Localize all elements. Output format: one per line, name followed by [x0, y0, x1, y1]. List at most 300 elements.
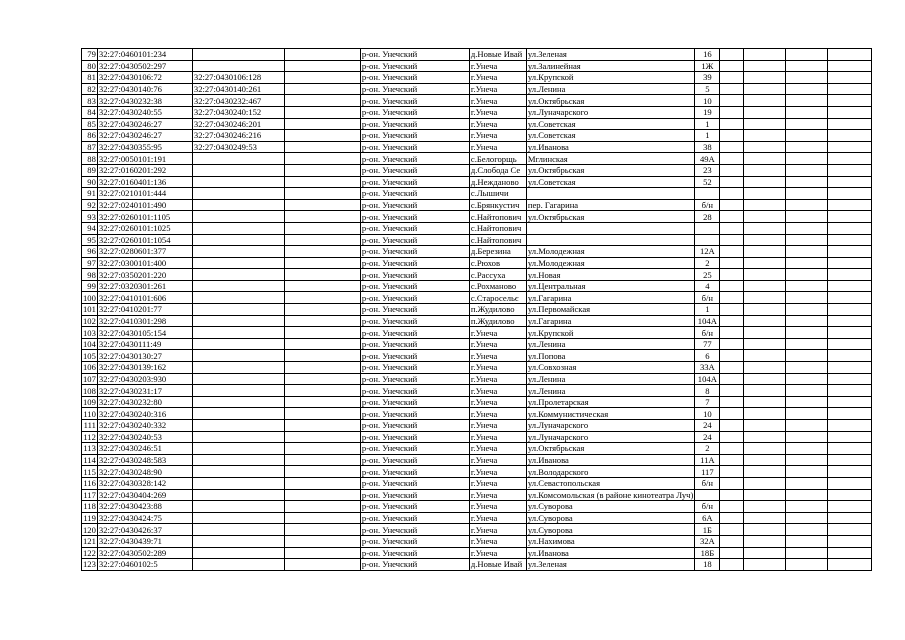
- empty-cell: [720, 466, 744, 478]
- empty-cell: [720, 512, 744, 524]
- house-number-cell: 33А: [695, 362, 720, 374]
- region-cell: р-он. Унечский: [360, 153, 469, 165]
- empty-cell: [786, 292, 828, 304]
- house-number-cell: 39: [695, 72, 720, 84]
- secondary-cadastral-cell: [192, 466, 284, 478]
- empty-cell: [744, 477, 786, 489]
- table-row: [82, 420, 872, 432]
- empty-cell: [720, 141, 744, 153]
- table-row: [82, 141, 872, 153]
- street-cell: [526, 234, 694, 246]
- empty-cell: [720, 72, 744, 84]
- locality-cell: г.Унеча: [469, 130, 526, 142]
- secondary-cadastral-cell: [192, 420, 284, 432]
- locality-cell: г.Унеча: [469, 408, 526, 420]
- street-cell: ул.Октябрьская: [526, 164, 694, 176]
- empty-cell: [786, 257, 828, 269]
- region-cell: р-он. Унечский: [360, 512, 469, 524]
- empty-cell: [744, 164, 786, 176]
- empty-cell: [786, 246, 828, 258]
- secondary-cadastral-cell: [192, 512, 284, 524]
- empty-cell: [284, 559, 360, 571]
- row-number-cell: 117: [83, 489, 96, 500]
- locality-cell: г.Унеча: [469, 118, 526, 130]
- locality-cell: г.Унеча: [469, 106, 526, 118]
- empty-cell: [786, 373, 828, 385]
- locality-cell: г.Унеча: [469, 396, 526, 408]
- cadastral-number-cell: 32:27:0410101:606: [97, 292, 192, 304]
- region-cell: р-он. Унечский: [360, 431, 469, 443]
- region-cell: р-он. Унечский: [360, 95, 469, 107]
- table-row: [82, 188, 872, 200]
- table-row: [82, 176, 872, 188]
- cadastral-number-cell: 32:27:0430240:316: [97, 408, 192, 420]
- empty-cell: [284, 362, 360, 374]
- region-cell: р-он. Унечский: [360, 141, 469, 153]
- secondary-cadastral-cell: [192, 535, 284, 547]
- cadastral-number-cell: 32:27:0280601:377: [97, 246, 192, 258]
- house-number-cell: 12А: [695, 246, 720, 258]
- house-number-cell: 24: [695, 431, 720, 443]
- empty-cell: [744, 176, 786, 188]
- cadastral-number-cell: 32:27:0430111:49: [97, 338, 192, 350]
- row-number-cell: 115: [83, 466, 96, 477]
- locality-cell: с.Рассуха: [469, 269, 526, 281]
- empty-cell: [284, 222, 360, 234]
- empty-cell: [744, 443, 786, 455]
- secondary-cadastral-cell: [192, 454, 284, 466]
- empty-cell: [744, 420, 786, 432]
- empty-cell: [828, 60, 872, 72]
- row-number-cell: 79: [82, 49, 98, 61]
- house-number-cell: 10: [695, 408, 720, 420]
- secondary-cadastral-cell: [192, 350, 284, 362]
- empty-cell: [744, 385, 786, 397]
- table-row: [82, 292, 872, 304]
- house-number-cell: 8: [695, 385, 720, 397]
- empty-cell: [284, 512, 360, 524]
- cadastral-number-cell: 32:27:0260101:1054: [97, 234, 192, 246]
- empty-cell: [744, 199, 786, 211]
- table-row: [82, 83, 872, 95]
- empty-cell: [828, 153, 872, 165]
- secondary-cadastral-cell: [192, 280, 284, 292]
- region-cell: р-он. Унечский: [360, 106, 469, 118]
- region-cell: р-он. Унечский: [360, 396, 469, 408]
- empty-cell: [284, 176, 360, 188]
- region-cell: р-он. Унечский: [360, 477, 469, 489]
- land-registry-table: [81, 48, 872, 571]
- empty-cell: [720, 396, 744, 408]
- table-row: [82, 269, 872, 281]
- empty-cell: [744, 327, 786, 339]
- street-cell: ул.Октябрьская: [526, 95, 694, 107]
- empty-cell: [786, 547, 828, 559]
- cadastral-number-cell: 32:27:0050101:191: [97, 153, 192, 165]
- locality-cell: д.Березина: [469, 246, 526, 258]
- empty-cell: [786, 362, 828, 374]
- row-number-cell: 88: [82, 153, 98, 165]
- empty-cell: [744, 130, 786, 142]
- secondary-cadastral-cell: [192, 176, 284, 188]
- empty-cell: [284, 130, 360, 142]
- house-number-cell: [695, 489, 720, 501]
- house-number-cell: 4: [695, 280, 720, 292]
- table-row: [82, 373, 872, 385]
- cadastral-number-cell: 32:27:0410301:298: [97, 315, 192, 327]
- street-cell: ул.Первомайская: [526, 304, 694, 316]
- house-number-cell: 1Б: [695, 524, 720, 536]
- street-cell: ул.Луначарского: [526, 106, 694, 118]
- row-number-cell: 109: [83, 397, 96, 408]
- cadastral-number-cell: 32:27:0410201:77: [97, 304, 192, 316]
- row-number-cell: 97: [82, 257, 98, 269]
- empty-cell: [828, 489, 872, 501]
- street-cell: ул.Гагарина: [526, 292, 694, 304]
- street-cell: ул.Суворова: [526, 501, 694, 513]
- locality-cell: г.Унеча: [469, 350, 526, 362]
- empty-cell: [786, 211, 828, 223]
- locality-cell: г.Унеча: [469, 362, 526, 374]
- row-number-cell: 84: [82, 106, 98, 118]
- row-number-cell: 101: [83, 304, 96, 315]
- empty-cell: [786, 199, 828, 211]
- empty-cell: [786, 512, 828, 524]
- empty-cell: [284, 60, 360, 72]
- empty-cell: [284, 95, 360, 107]
- empty-cell: [786, 489, 828, 501]
- empty-cell: [284, 315, 360, 327]
- empty-cell: [284, 547, 360, 559]
- secondary-cadastral-cell: [192, 292, 284, 304]
- empty-cell: [284, 211, 360, 223]
- locality-cell: г.Унеча: [469, 141, 526, 153]
- locality-cell: г.Унеча: [469, 501, 526, 513]
- secondary-cadastral-cell: [192, 304, 284, 316]
- empty-cell: [720, 327, 744, 339]
- cadastral-number-cell: 32:27:0430355:95: [97, 141, 192, 153]
- secondary-cadastral-cell: 32:27:0430249:53: [192, 141, 284, 153]
- house-number-cell: 104А: [695, 315, 720, 327]
- empty-cell: [744, 431, 786, 443]
- empty-cell: [828, 269, 872, 281]
- empty-cell: [744, 292, 786, 304]
- empty-cell: [786, 524, 828, 536]
- empty-cell: [828, 164, 872, 176]
- locality-cell: г.Унеча: [469, 338, 526, 350]
- locality-cell: с.Найтопович: [469, 222, 526, 234]
- locality-cell: г.Унеча: [469, 420, 526, 432]
- cadastral-number-cell: 32:27:0430404:269: [97, 489, 192, 501]
- empty-cell: [828, 72, 872, 84]
- locality-cell: г.Унеча: [469, 489, 526, 501]
- table-row: [82, 338, 872, 350]
- empty-cell: [828, 292, 872, 304]
- empty-cell: [828, 350, 872, 362]
- row-number-cell: 103: [83, 327, 96, 338]
- empty-cell: [720, 130, 744, 142]
- empty-cell: [744, 211, 786, 223]
- empty-cell: [284, 164, 360, 176]
- cadastral-number-cell: 32:27:0430423:88: [97, 501, 192, 513]
- empty-cell: [786, 420, 828, 432]
- house-number-cell: 24: [695, 420, 720, 432]
- empty-cell: [720, 535, 744, 547]
- empty-cell: [786, 95, 828, 107]
- table-row: [82, 222, 872, 234]
- table-row: [82, 431, 872, 443]
- row-number-cell: 122: [83, 547, 96, 558]
- house-number-cell: 1: [695, 130, 720, 142]
- empty-cell: [786, 535, 828, 547]
- empty-cell: [828, 304, 872, 316]
- region-cell: р-он. Унечский: [360, 501, 469, 513]
- region-cell: р-он. Унечский: [360, 489, 469, 501]
- empty-cell: [828, 118, 872, 130]
- empty-cell: [744, 315, 786, 327]
- street-cell: ул.Крупской: [526, 72, 694, 84]
- street-cell: ул.Ленина: [526, 373, 694, 385]
- cadastral-number-cell: 32:27:0430240:53: [97, 431, 192, 443]
- street-cell: ул.Луначарского: [526, 420, 694, 432]
- table-row: [82, 280, 872, 292]
- row-number-cell: 112: [83, 431, 96, 442]
- empty-cell: [828, 466, 872, 478]
- house-number-cell: 16: [695, 49, 720, 61]
- cadastral-number-cell: 32:27:0430439:71: [97, 535, 192, 547]
- locality-cell: с.Белогорщь: [469, 153, 526, 165]
- empty-cell: [744, 222, 786, 234]
- empty-cell: [828, 338, 872, 350]
- secondary-cadastral-cell: [192, 315, 284, 327]
- cadastral-number-cell: 32:27:0430130:27: [97, 350, 192, 362]
- secondary-cadastral-cell: [192, 188, 284, 200]
- empty-cell: [744, 489, 786, 501]
- secondary-cadastral-cell: 32:27:0430106:128: [192, 72, 284, 84]
- secondary-cadastral-cell: 32:27:0430246:216: [192, 130, 284, 142]
- locality-cell: г.Унеча: [469, 72, 526, 84]
- region-cell: р-он. Унечский: [360, 176, 469, 188]
- cadastral-number-cell: 32:27:0430139:162: [97, 362, 192, 374]
- street-cell: ул.Коммунистическая: [526, 408, 694, 420]
- table-row: [82, 350, 872, 362]
- empty-cell: [720, 477, 744, 489]
- secondary-cadastral-cell: [192, 524, 284, 536]
- locality-cell: г.Унеча: [469, 60, 526, 72]
- empty-cell: [284, 466, 360, 478]
- empty-cell: [744, 396, 786, 408]
- street-cell: ул.Октябрьская: [526, 443, 694, 455]
- row-number-cell: 110: [83, 408, 96, 419]
- locality-cell: г.Унеча: [469, 512, 526, 524]
- cadastral-number-cell: 32:27:0430248:583: [97, 454, 192, 466]
- locality-cell: с.Брянкустич: [469, 199, 526, 211]
- row-number-cell: 119: [83, 513, 96, 524]
- row-number-cell: 89: [82, 164, 98, 176]
- empty-cell: [284, 431, 360, 443]
- empty-cell: [284, 188, 360, 200]
- row-number-cell: 123: [83, 559, 96, 570]
- street-cell: ул.Суворова: [526, 512, 694, 524]
- row-number-cell: 80: [82, 60, 98, 72]
- empty-cell: [720, 315, 744, 327]
- street-cell: ул.Зеленая: [526, 559, 694, 571]
- street-cell: пер. Гагарина: [526, 199, 694, 211]
- empty-cell: [720, 280, 744, 292]
- house-number-cell: 1: [695, 304, 720, 316]
- empty-cell: [828, 141, 872, 153]
- row-number-cell: 90: [82, 176, 98, 188]
- empty-cell: [284, 106, 360, 118]
- house-number-cell: 6: [695, 350, 720, 362]
- empty-cell: [786, 141, 828, 153]
- empty-cell: [720, 489, 744, 501]
- table-row: [82, 477, 872, 489]
- empty-cell: [828, 501, 872, 513]
- region-cell: р-он. Унечский: [360, 315, 469, 327]
- empty-cell: [786, 559, 828, 571]
- empty-cell: [720, 118, 744, 130]
- secondary-cadastral-cell: [192, 477, 284, 489]
- secondary-cadastral-cell: [192, 269, 284, 281]
- row-number-cell: 102: [83, 315, 96, 326]
- table-row: [82, 512, 872, 524]
- secondary-cadastral-cell: [192, 408, 284, 420]
- empty-cell: [284, 141, 360, 153]
- cadastral-number-cell: 32:27:0430246:27: [97, 130, 192, 142]
- row-number-cell: 105: [83, 350, 96, 361]
- empty-cell: [720, 443, 744, 455]
- house-number-cell: б/н: [695, 477, 720, 489]
- region-cell: р-он. Унечский: [360, 350, 469, 362]
- house-number-cell: 19: [695, 106, 720, 118]
- empty-cell: [786, 188, 828, 200]
- locality-cell: г.Унеча: [469, 535, 526, 547]
- empty-cell: [720, 431, 744, 443]
- empty-cell: [720, 304, 744, 316]
- empty-cell: [828, 385, 872, 397]
- table-row: [82, 489, 872, 501]
- table-row: [82, 408, 872, 420]
- empty-cell: [786, 408, 828, 420]
- empty-cell: [284, 477, 360, 489]
- house-number-cell: 18Б: [695, 547, 720, 559]
- empty-cell: [786, 234, 828, 246]
- empty-cell: [744, 501, 786, 513]
- empty-cell: [720, 269, 744, 281]
- region-cell: р-он. Унечский: [360, 280, 469, 292]
- empty-cell: [284, 396, 360, 408]
- empty-cell: [284, 153, 360, 165]
- empty-cell: [284, 489, 360, 501]
- region-cell: р-он. Унечский: [360, 49, 469, 61]
- secondary-cadastral-cell: [192, 396, 284, 408]
- empty-cell: [828, 535, 872, 547]
- locality-cell: д.Слобода Се: [469, 164, 526, 176]
- empty-cell: [786, 315, 828, 327]
- secondary-cadastral-cell: 32:27:0430240:152: [192, 106, 284, 118]
- empty-cell: [828, 211, 872, 223]
- empty-cell: [720, 199, 744, 211]
- house-number-cell: 38: [695, 141, 720, 153]
- empty-cell: [828, 176, 872, 188]
- region-cell: р-он. Унечский: [360, 199, 469, 211]
- secondary-cadastral-cell: [192, 443, 284, 455]
- locality-cell: д.Нежданово: [469, 176, 526, 188]
- cadastral-number-cell: 32:27:0430105:154: [97, 327, 192, 339]
- empty-cell: [786, 466, 828, 478]
- empty-cell: [828, 524, 872, 536]
- empty-cell: [284, 535, 360, 547]
- table-row: [82, 396, 872, 408]
- empty-cell: [828, 373, 872, 385]
- region-cell: р-он. Унечский: [360, 72, 469, 84]
- region-cell: р-он. Унечский: [360, 338, 469, 350]
- locality-cell: д.Новые Ивай: [469, 49, 526, 61]
- cadastral-number-cell: 32:27:0430232:80: [97, 396, 192, 408]
- house-number-cell: 1Ж: [695, 60, 720, 72]
- street-cell: ул.Новая: [526, 269, 694, 281]
- house-number-cell: б/н: [695, 199, 720, 211]
- empty-cell: [720, 547, 744, 559]
- secondary-cadastral-cell: [192, 559, 284, 571]
- row-number-cell: 120: [83, 524, 96, 535]
- region-cell: р-он. Унечский: [360, 362, 469, 374]
- street-cell: ул.Крупской: [526, 327, 694, 339]
- empty-cell: [744, 373, 786, 385]
- cadastral-number-cell: 32:27:0300101:400: [97, 257, 192, 269]
- house-number-cell: 6А: [695, 512, 720, 524]
- row-number-cell: 98: [82, 269, 98, 281]
- secondary-cadastral-cell: [192, 338, 284, 350]
- empty-cell: [720, 420, 744, 432]
- secondary-cadastral-cell: [192, 431, 284, 443]
- empty-cell: [786, 164, 828, 176]
- cadastral-number-cell: 32:27:0430246:27: [97, 118, 192, 130]
- empty-cell: [786, 338, 828, 350]
- empty-cell: [284, 292, 360, 304]
- secondary-cadastral-cell: [192, 199, 284, 211]
- empty-cell: [786, 176, 828, 188]
- row-number-cell: 91: [82, 188, 98, 200]
- empty-cell: [720, 292, 744, 304]
- region-cell: р-он. Унечский: [360, 211, 469, 223]
- empty-cell: [720, 60, 744, 72]
- empty-cell: [828, 547, 872, 559]
- empty-cell: [786, 72, 828, 84]
- row-number-cell: 121: [83, 536, 96, 547]
- empty-cell: [720, 373, 744, 385]
- table-row: [82, 524, 872, 536]
- empty-cell: [786, 327, 828, 339]
- house-number-cell: 104А: [695, 373, 720, 385]
- street-cell: ул.Севастопольская: [526, 477, 694, 489]
- row-number-cell: 106: [83, 362, 96, 373]
- house-number-cell: 52: [695, 176, 720, 188]
- empty-cell: [786, 385, 828, 397]
- empty-cell: [828, 396, 872, 408]
- empty-cell: [786, 454, 828, 466]
- cadastral-number-cell: 32:27:0460101:234: [97, 49, 192, 61]
- cadastral-number-cell: 32:27:0430502:289: [97, 547, 192, 559]
- empty-cell: [786, 443, 828, 455]
- street-cell: ул.Совхозная: [526, 362, 694, 374]
- table-row: [82, 327, 872, 339]
- empty-cell: [786, 106, 828, 118]
- region-cell: р-он. Унечский: [360, 83, 469, 95]
- table-row: [82, 95, 872, 107]
- empty-cell: [786, 431, 828, 443]
